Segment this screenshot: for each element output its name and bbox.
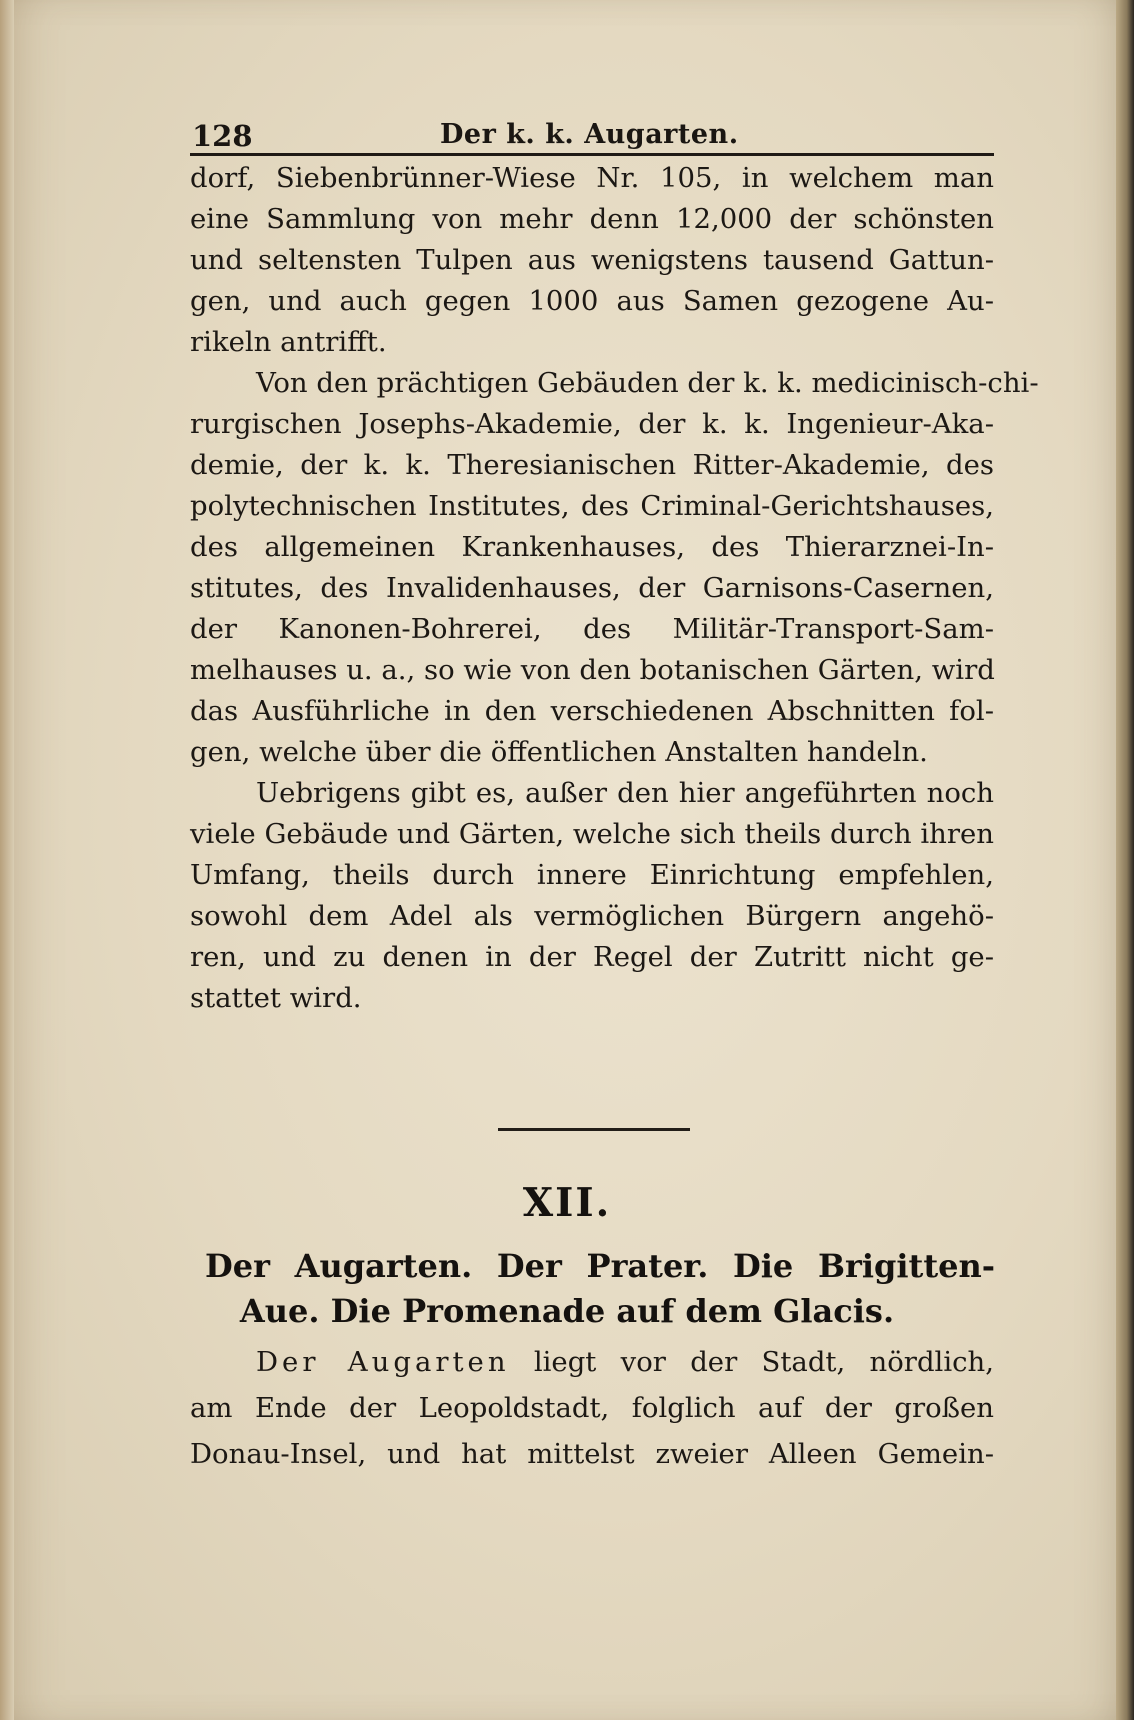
- text-line: Donau-Insel, und hat mittelst zweier Alleen Gemein-: [190, 1438, 994, 1470]
- text-line: und seltensten Tulpen aus wenigstens tausend Gattun-: [190, 244, 994, 276]
- text-line: demie, der k. k. Theresianischen Ritter-Akademie, des: [190, 449, 994, 481]
- text-line: rikeln antrifft.: [190, 326, 387, 358]
- chapter-number: XII.: [522, 1180, 612, 1226]
- text-line: polytechnischen Institutes, des Criminal-Gerichtshauses,: [190, 490, 994, 522]
- text-line: Von den prächtigen Gebäuden der k. k. medicinisch-chi-: [256, 367, 1039, 399]
- text-line: dorf, Siebenbrünner-Wiese Nr. 105, in welchem man: [190, 162, 994, 194]
- page-gutter-edge: [0, 0, 14, 1720]
- chapter-title-line-1: Der Augarten. Der Prater. Die Brigitten-: [205, 1247, 995, 1285]
- text-line: sowohl dem Adel als vermöglichen Bürgern angehö-: [190, 900, 994, 932]
- text-span: liegt vor der Stadt, nördlich,: [509, 1346, 994, 1378]
- text-line: viele Gebäude und Gärten, welche sich theils durch ihren: [190, 818, 994, 850]
- text-line: eine Sammlung von mehr denn 12,000 der schönsten: [190, 203, 994, 235]
- text-line: ren, und zu denen in der Regel der Zutritt nicht ge-: [190, 941, 994, 973]
- page-number: 128: [192, 119, 253, 153]
- chapter-title-line-2: Aue. Die Promenade auf dem Glacis.: [239, 1292, 895, 1330]
- text-line: gen, und auch gegen 1000 aus Samen gezogene Au-: [190, 285, 994, 317]
- text-line: Umfang, theils durch innere Einrichtung empfehlen,: [190, 859, 994, 891]
- text-line: das Ausführliche in den verschiedenen Abschnitten fol-: [190, 695, 994, 727]
- text-line: des allgemeinen Krankenhauses, des Thierarznei-In-: [190, 531, 994, 563]
- page-fore-edge: [1116, 0, 1134, 1720]
- running-header: [190, 113, 994, 156]
- text-line: Uebrigens gibt es, außer den hier angeführten noch: [256, 777, 994, 809]
- text-line: der Kanonen-Bohrerei, des Militär-Transport-Sam-: [190, 613, 994, 645]
- text-line: gen, welche über die öffentlichen Anstalten handeln.: [190, 736, 928, 768]
- text-line: am Ende der Leopoldstadt, folglich auf der großen: [190, 1392, 994, 1424]
- text-line: [256, 1342, 994, 1382]
- text-line: stitutes, des Invalidenhauses, der Garnisons-Casernen,: [190, 572, 994, 604]
- text-line: melhauses u. a., so wie von den botanischen Gärten, wird: [190, 654, 995, 686]
- text-line: stattet wird.: [190, 982, 362, 1014]
- running-title: Der k. k. Augarten.: [440, 119, 739, 150]
- spaced-emphasis: Der Augarten: [256, 1346, 510, 1378]
- section-divider: [498, 1128, 690, 1131]
- text-line: rurgischen Josephs-Akademie, der k. k. Ingenieur-Aka-: [190, 408, 994, 440]
